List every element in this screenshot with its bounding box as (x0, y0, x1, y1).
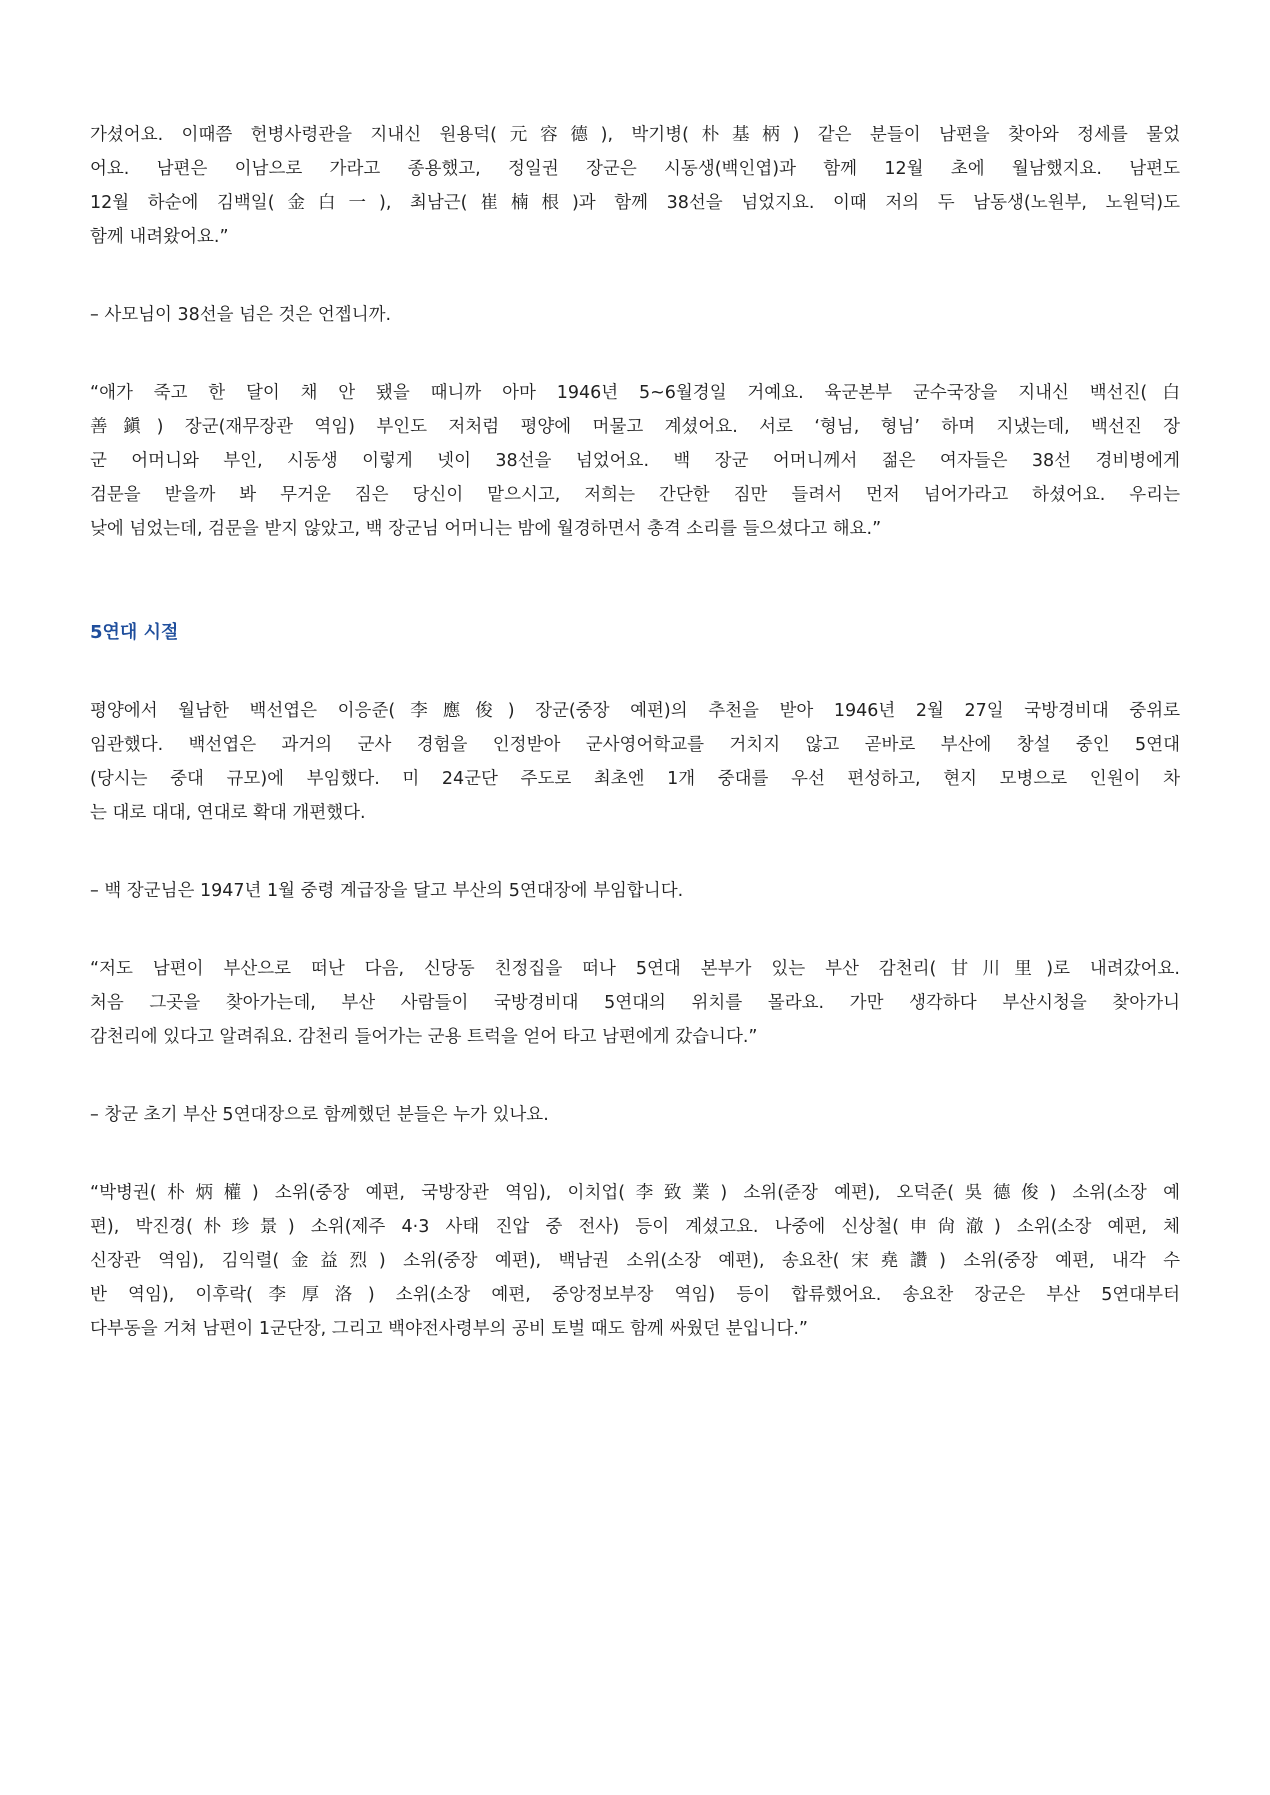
text-line: 편), 박진경(朴珍景) 소위(제주 4·3 사태 진압 중 전사) 등이 계셨고요. 나중에 신상철(申尙澈) 소위(소장 예편, 체 (90, 1217, 1180, 1237)
text-line: (당시는 중대 규모)에 부임했다. 미 24군단 주도로 최초엔 1개 중대를 우선 편성하고, 현지 모병으로 인원이 차 (90, 769, 1180, 789)
paragraph (90, 1176, 1180, 1346)
section-heading: 5연대 시절 (90, 622, 179, 643)
text-line: 감천리에 있다고 알려줘요. 감천리 들어가는 군용 트럭을 얻어 타고 남편에게 갔습니다.” (90, 1027, 758, 1047)
text-line: “애가 죽고 한 달이 채 안 됐을 때니까 아마 1946년 5~6월경일 거예요. 육군본부 군수국장을 지내신 백선진(白 (90, 383, 1180, 403)
text-line: 처음 그곳을 찾아가는데, 부산 사람들이 국방경비대 5연대의 위치를 몰라요. 가만 생각하다 부산시청을 찾아가니 (90, 993, 1180, 1013)
interview-question (90, 298, 1180, 332)
text-line: – 사모님이 38선을 넘은 것은 언젭니까. (90, 305, 392, 325)
interview-question (90, 1098, 1180, 1132)
text-line: 는 대로 대대, 연대로 확대 개편했다. (90, 803, 366, 823)
text-line: 신장관 역임), 김익렬(金益烈) 소위(중장 예편), 백남권 소위(소장 예편), 송요찬(宋堯讚) 소위(중장 예편, 내각 수 (90, 1251, 1180, 1271)
paragraph (90, 694, 1180, 830)
interview-question (90, 874, 1180, 908)
text-line: 평양에서 월남한 백선엽은 이응준(李應俊) 장군(중장 예편)의 추천을 받아 1946년 2월 27일 국방경비대 중위로 (90, 701, 1180, 721)
text-line: 어요. 남편은 이남으로 가라고 종용했고, 정일권 장군은 시동생(백인엽)과 함께 12월 초에 월남했지요. 남편도 (90, 159, 1180, 179)
text-line: 낮에 넘었는데, 검문을 받지 않았고, 백 장군님 어머니는 밤에 월경하면서 총격 소리를 들으셨다고 해요.” (90, 519, 882, 539)
text-line: 善鎭) 장군(재무장관 역임) 부인도 저처럼 평양에 머물고 계셨어요. 서로 ‘형님, 형님’ 하며 지냈는데, 백선진 장 (90, 417, 1180, 437)
text-line: “저도 남편이 부산으로 떠난 다음, 신당동 친정집을 떠나 5연대 본부가 있는 부산 감천리(甘川里)로 내려갔어요. (90, 959, 1180, 979)
text-line: – 백 장군님은 1947년 1월 중령 계급장을 달고 부산의 5연대장에 부임합니다. (90, 881, 684, 901)
text-line: 반 역임), 이후락(李厚洛) 소위(소장 예편, 중앙정보부장 역임) 등이 합류했어요. 송요찬 장군은 부산 5연대부터 (90, 1285, 1180, 1305)
text-line: 다부동을 거쳐 남편이 1군단장, 그리고 백야전사령부의 공비 토벌 때도 함께 싸웠던 분입니다.” (90, 1319, 808, 1339)
text-line: 임관했다. 백선엽은 과거의 군사 경험을 인정받아 군사영어학교를 거치지 않고 곧바로 부산에 창설 중인 5연대 (90, 735, 1180, 755)
paragraph (90, 376, 1180, 546)
document-page (90, 118, 1180, 1390)
text-line: – 창군 초기 부산 5연대장으로 함께했던 분들은 누가 있나요. (90, 1105, 549, 1125)
text-line: “박병권(朴炳權) 소위(중장 예편, 국방장관 역임), 이치업(李致業) 소위(준장 예편), 오덕준(吳德俊) 소위(소장 예 (90, 1183, 1180, 1203)
paragraph (90, 952, 1180, 1054)
text-line: 함께 내려왔어요.” (90, 227, 229, 247)
text-line: 가셨어요. 이때쯤 헌병사령관을 지내신 원용덕(元容德), 박기병(朴基柄) 같은 분들이 남편을 찾아와 정세를 물었 (90, 125, 1180, 145)
text-line: 12월 하순에 김백일(金白一), 최남근(崔楠根)과 함께 38선을 넘었지요. 이때 저의 두 남동생(노원부, 노원덕)도 (90, 193, 1180, 213)
text-line: 군 어머니와 부인, 시동생 이렇게 넷이 38선을 넘었어요. 백 장군 어머니께서 젊은 여자들은 38선 경비병에게 (90, 451, 1180, 471)
text-line: 검문을 받을까 봐 무거운 짐은 당신이 맡으시고, 저희는 간단한 짐만 들려서 먼저 넘어가라고 하셨어요. 우리는 (90, 485, 1180, 505)
paragraph (90, 118, 1180, 254)
